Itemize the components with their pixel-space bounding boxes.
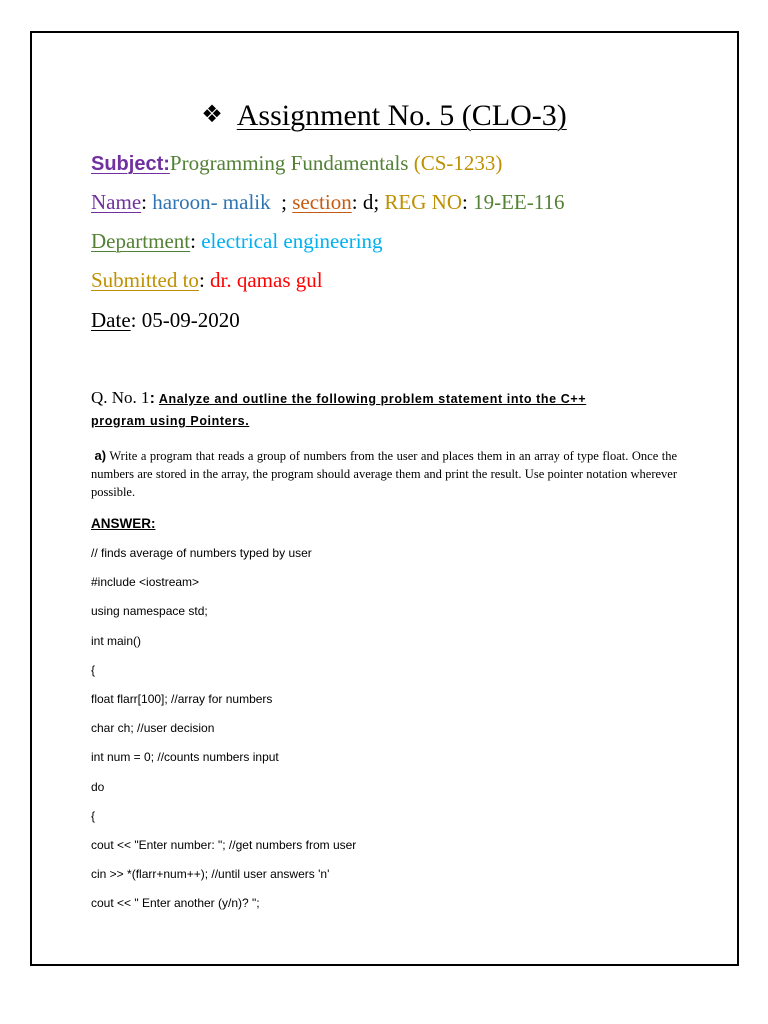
code-line: #include <iostream> xyxy=(91,575,200,590)
code-line: { xyxy=(91,808,96,823)
department-label: Department xyxy=(91,229,191,253)
part-a-paragraph xyxy=(91,447,677,501)
part-a-text: Write a program that reads a group of numbers from the user and places them in an array of type float. Once the numbers are stored in the array, the program should average them and print the result. Use pointer notation wherever possible. xyxy=(91,449,678,499)
date-label: Date xyxy=(91,308,131,332)
question-text-line1: Analyze and outline the following problem statement into the C++ xyxy=(158,392,587,406)
question-1 xyxy=(91,388,691,430)
question-text-line2: program using Pointers. xyxy=(91,414,250,428)
title-text: Assignment No. 5 (CLO-3) xyxy=(236,99,567,132)
subject-label: Subject: xyxy=(91,153,170,175)
submitted-to-value: dr. qamas gul xyxy=(210,268,323,292)
submitted-to-line: Submitted to: dr. qamas gul xyxy=(91,268,323,292)
code-line: cout << "Enter number: "; //get numbers from user xyxy=(91,837,357,852)
reg-label: REG NO xyxy=(384,190,462,214)
name-line: Name: haroon- malik ; section: d; REG NO: 19-EE-116 xyxy=(91,190,565,214)
answer-heading: ANSWER: xyxy=(91,516,156,531)
code-line: cin >> *(flarr+num++); //until user answers 'n' xyxy=(91,867,330,882)
section-label: section xyxy=(292,190,352,214)
code-block xyxy=(91,545,356,924)
code-line: char ch; //user decision xyxy=(91,721,215,736)
reg-value: 19-EE-116 xyxy=(473,190,565,214)
subject-value: Programming Fundamentals xyxy=(169,151,409,175)
section-value: d; xyxy=(362,190,380,214)
code-line: float flarr[100]; //array for numbers xyxy=(91,691,273,706)
question-colon: : xyxy=(149,390,155,407)
code-line: cout << " Enter another (y/n)? "; xyxy=(91,896,260,911)
name-label: Name xyxy=(91,190,142,214)
code-line: // finds average of numbers typed by user xyxy=(91,546,312,560)
part-a-label: a) xyxy=(94,448,107,463)
code-line: int main() xyxy=(91,633,142,648)
diamond-bullet-icon: ❖ xyxy=(201,100,223,128)
code-line: int num = 0; //counts numbers input xyxy=(91,750,279,765)
name-value: haroon- malik xyxy=(152,190,271,214)
code-line: do xyxy=(91,779,105,794)
subject-code: (CS-1233) xyxy=(413,151,503,175)
department-value: electrical engineering xyxy=(201,229,383,253)
question-label: Q. No. 1 xyxy=(91,388,150,407)
department-line: Department: electrical engineering xyxy=(91,229,383,253)
submitted-to-label: Submitted to xyxy=(91,268,199,292)
code-line: { xyxy=(91,662,96,677)
code-line: using namespace std; xyxy=(91,604,208,619)
assignment-title xyxy=(0,92,768,138)
date-line: Date: 05-09-2020 xyxy=(91,308,240,332)
date-value: 05-09-2020 xyxy=(141,308,240,332)
subject-line xyxy=(91,149,502,178)
